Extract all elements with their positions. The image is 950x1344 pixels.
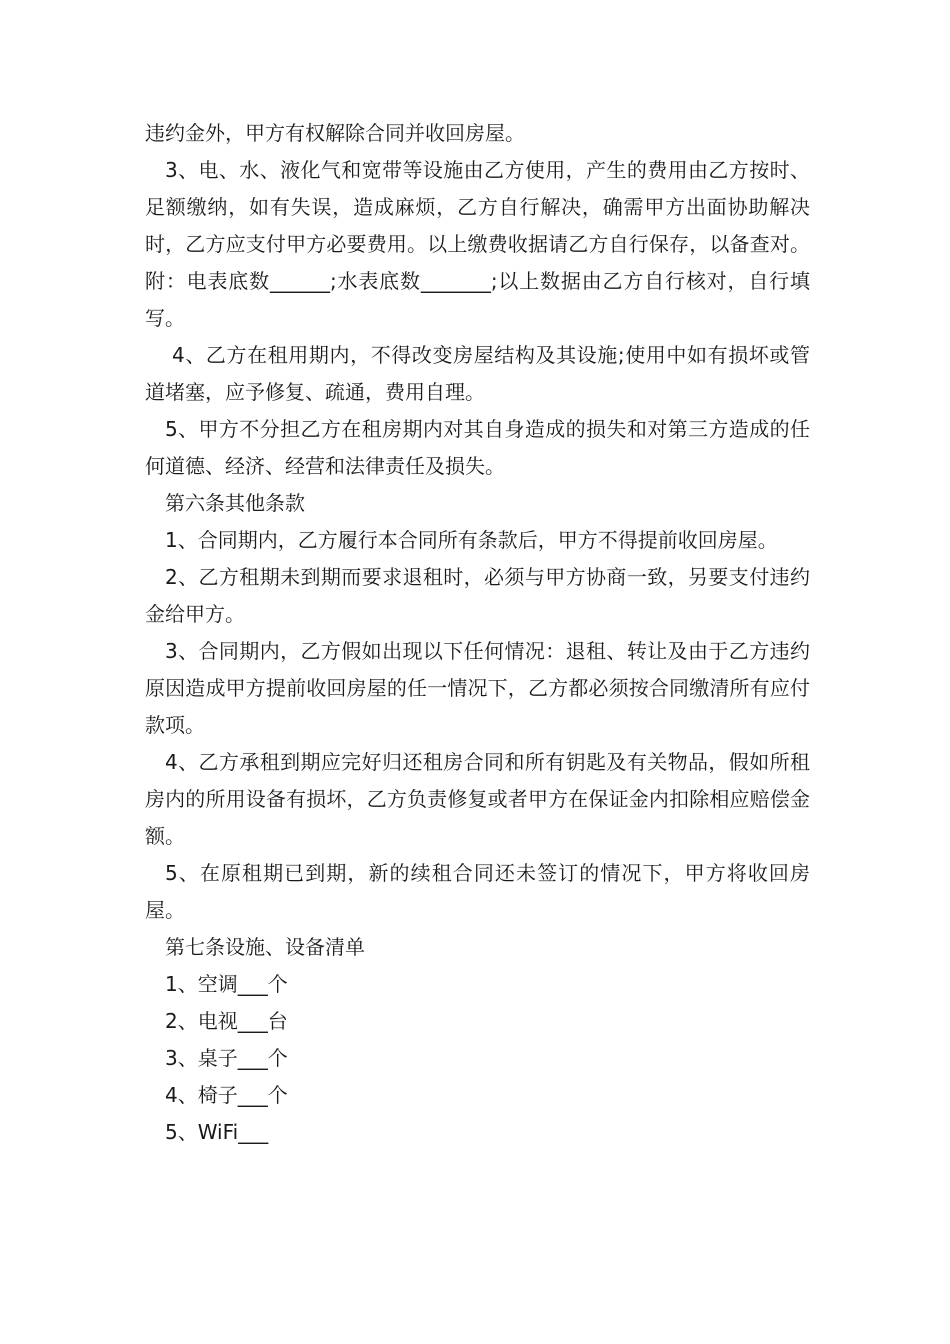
paragraph-article-6-item-1: 1、合同期内，乙方履行本合同所有条款后，甲方不得提前收回房屋。 xyxy=(165,528,778,552)
paragraph-utilities-clause: 3、电、水、液化气和宽带等设施由乙方使用，产生的费用由乙方按时、足额缴纳，如有失误，造成麻烦，乙方自行解决，确需甲方出面协助解决时，乙方应支付甲方必要费用。以上缴费收据请乙方自行保存，以备查对。附：电表底数______;水表底数_______;以上数据由乙方自行核对，自行填写。 xyxy=(145,158,810,330)
paragraph-structure-clause: 4、乙方在租用期内，不得改变房屋结构及其设施;使用中如有损坏或管道堵塞，应予修复、疏通，费用自理。 xyxy=(145,343,810,404)
paragraph-article-6-item-2: 2、乙方租期未到期而要求退租时，必须与甲方协商一致，另要支付违约金给甲方。 xyxy=(145,565,810,626)
paragraph-article-6-item-3: 3、合同期内，乙方假如出现以下任何情况：退租、转让及由于乙方违约原因造成甲方提前收回房屋的任一情况下，乙方都必须按合同缴清所有应付款项。 xyxy=(145,639,810,737)
document-body xyxy=(145,115,810,1151)
section-heading-article-7: 第七条设施、设备清单 xyxy=(165,935,365,959)
equipment-list-item: 1、空调___个 xyxy=(165,972,288,996)
equipment-list-item: 5、WiFi___ xyxy=(165,1120,269,1144)
section-heading-article-6: 第六条其他条款 xyxy=(165,491,305,515)
paragraph-article-6-item-5: 5、在原租期已到期，新的续租合同还未签订的情况下，甲方将收回房屋。 xyxy=(145,861,810,922)
equipment-list-item: 3、桌子___个 xyxy=(165,1046,288,1070)
paragraph-liability-clause: 5、甲方不分担乙方在租房期内对其自身造成的损失和对第三方造成的任何道德、经济、经营和法律责任及损失。 xyxy=(145,417,810,478)
paragraph-breach-continuation: 违约金外，甲方有权解除合同并收回房屋。 xyxy=(145,121,525,145)
paragraph-article-6-item-4: 4、乙方承租到期应完好归还租房合同和所有钥匙及有关物品，假如所租房内的所用设备有损坏，乙方负责修复或者甲方在保证金内扣除相应赔偿金额。 xyxy=(145,750,810,848)
equipment-list-item: 2、电视___台 xyxy=(165,1009,288,1033)
equipment-list-item: 4、椅子___个 xyxy=(165,1083,288,1107)
